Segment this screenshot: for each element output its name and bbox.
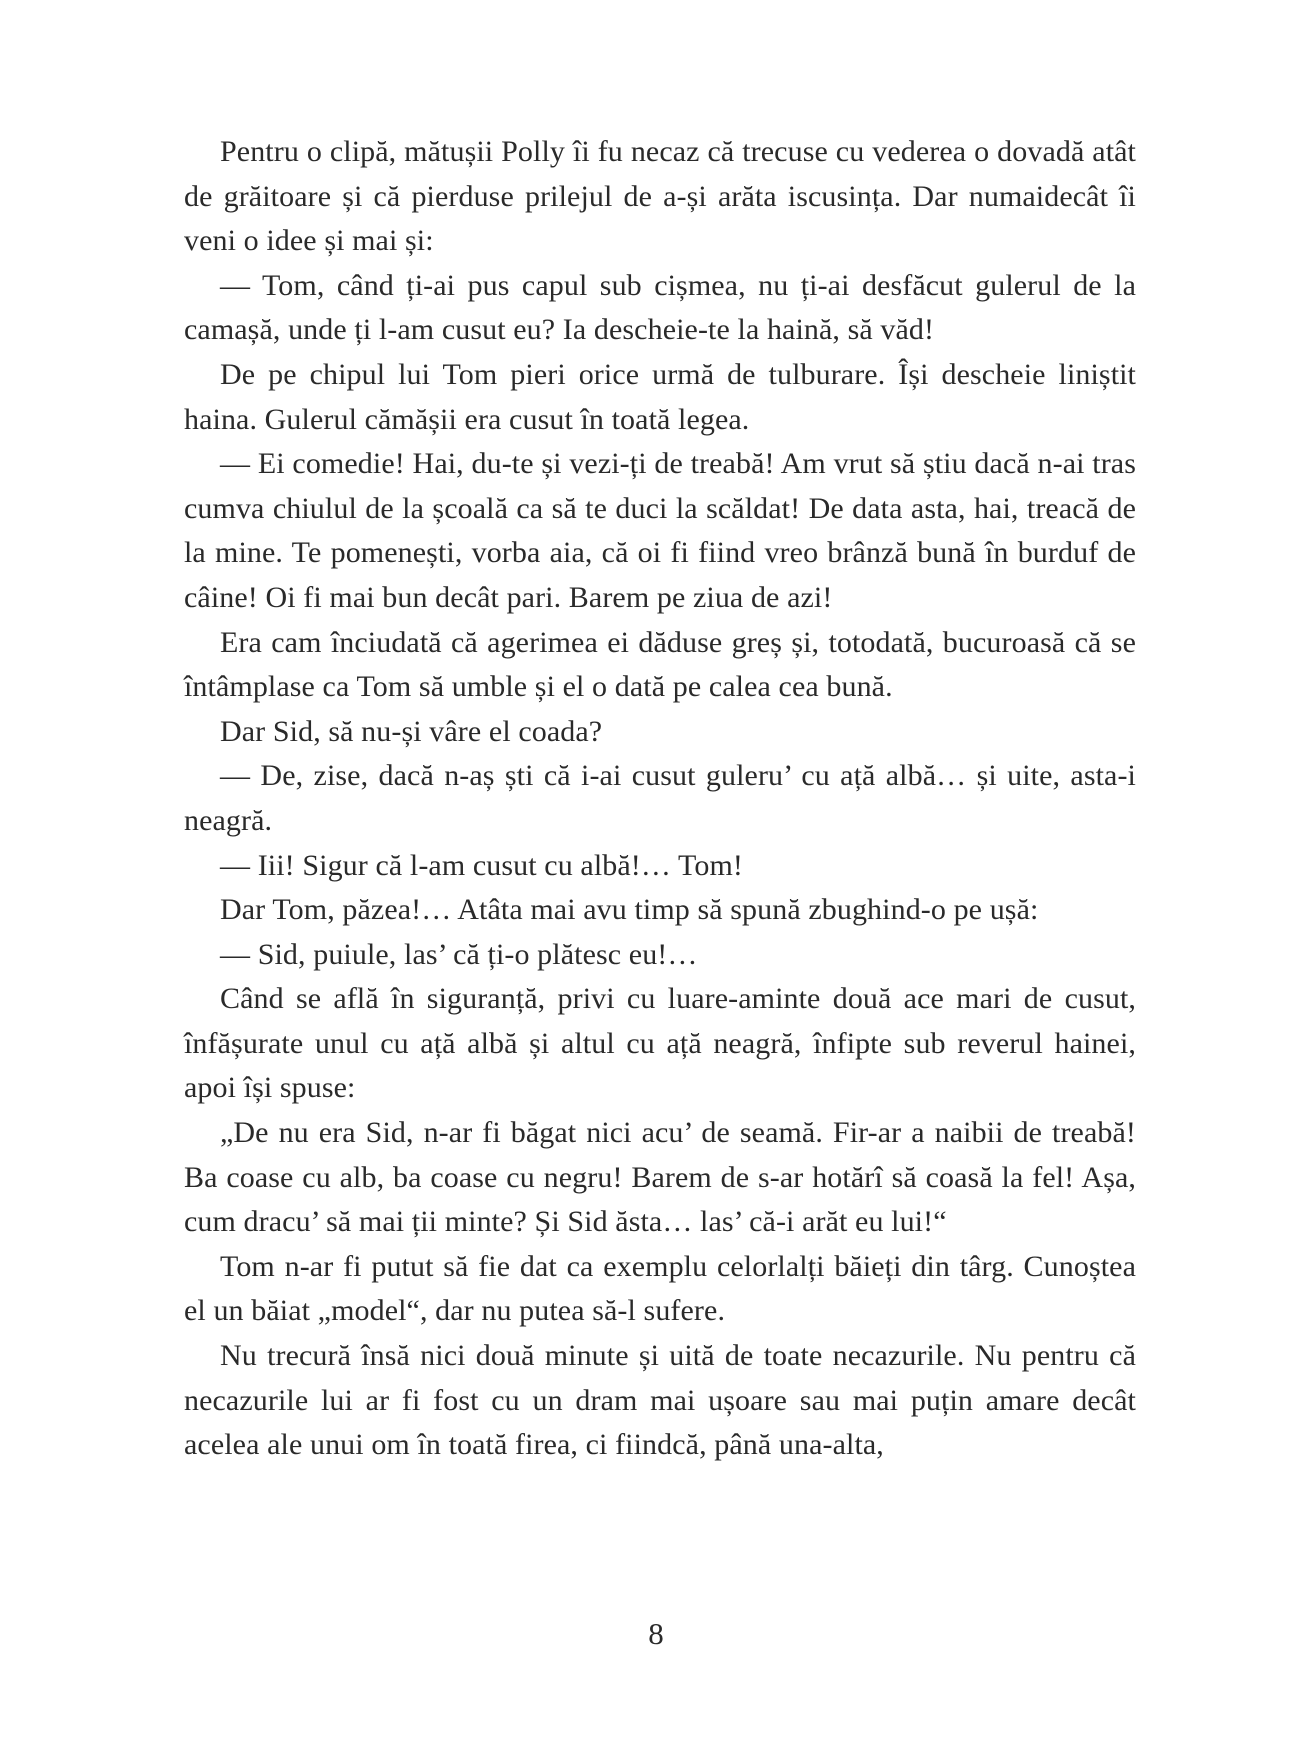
paragraph: — De, zise, dacă n-aș ști că i-ai cusut guleru’ cu ață albă… și uite, asta-i neagră.: [184, 759, 1136, 837]
paragraph: — Sid, puiule, las’ că ți-o plătesc eu!…: [220, 937, 698, 971]
paragraph: Dar Tom, păzea!… Atâta mai avu timp să spună zbughind-o pe ușă:: [220, 893, 1039, 927]
paragraph: — Ei comedie! Hai, du-te și vezi-ți de treabă! Am vrut să știu dacă n-ai tras cumva chiulul de la școală ca să te duci la scăldat! De data asta, hai, treacă de la mine. Te pomenești, vorba aia, că oi fi fiind vreo brânză bună în burduf de câine! Oi fi mai bun decât pari. Barem pe ziua de azi!: [184, 447, 1136, 614]
paragraph: — Iii! Sigur că l-am cusut cu albă!… Tom!: [220, 848, 743, 882]
paragraph: Nu trecură însă nici două minute și uită de toate necazurile. Nu pentru că necazurile lui ar fi fost cu un dram mai ușoare sau mai puțin amare decât acelea ale unui om în toată firea, ci fiindcă, până una-alta,: [184, 1339, 1136, 1462]
paragraph: Era cam înciudată că agerimea ei dăduse greș și, totodată, bucuroasă că se întâmplase ca Tom să umble și el o dată pe calea cea bună.: [184, 625, 1136, 704]
paragraph: — Tom, când ți-ai pus capul sub cișmea, nu ți-ai desfăcut gulerul de la camașă, unde ți l-am cusut eu? Ia descheie-te la haină, să văd!: [184, 268, 1136, 347]
paragraph: Pentru o clipă, mătușii Polly îi fu necaz că trecuse cu vederea o dovadă atât de grăitoare și că pierduse prilejul de a-și arăta iscusința. Dar numaidecât îi veni o idee și mai și:: [184, 135, 1136, 258]
paragraph: Tom n-ar fi putut să fie dat ca exemplu celorlalți băieți din târg. Cunoștea el un băiat „model“, dar nu putea să-l sufere.: [184, 1249, 1136, 1328]
paragraph: „De nu era Sid, n-ar fi băgat nici acu’ de seamă. Fir-ar a naibii de treabă! Ba coase cu alb, ba coase cu negru! Barem de s-ar hotărî să coasă la fel! Așa, cum dracu’ să mai ții minte? Și Sid ăsta… las’ că-i arăt eu lui!“: [184, 1116, 1136, 1239]
paragraph: Dar Sid, să nu-și vâre el coada?: [220, 714, 603, 748]
paragraph: De pe chipul lui Tom pieri orice urmă de tulburare. Își descheie liniștit haina. Gulerul cămășii era cusut în toată legea.: [184, 357, 1136, 436]
page-number: 8: [648, 1616, 664, 1651]
page-body-text: [184, 130, 1136, 1468]
paragraph: Când se află în siguranță, privi cu luare-aminte două ace mari de cusut, înfășurate unul cu ață albă și altul cu ață neagră, înfipte sub reverul hainei, apoi își spuse:: [184, 982, 1136, 1105]
